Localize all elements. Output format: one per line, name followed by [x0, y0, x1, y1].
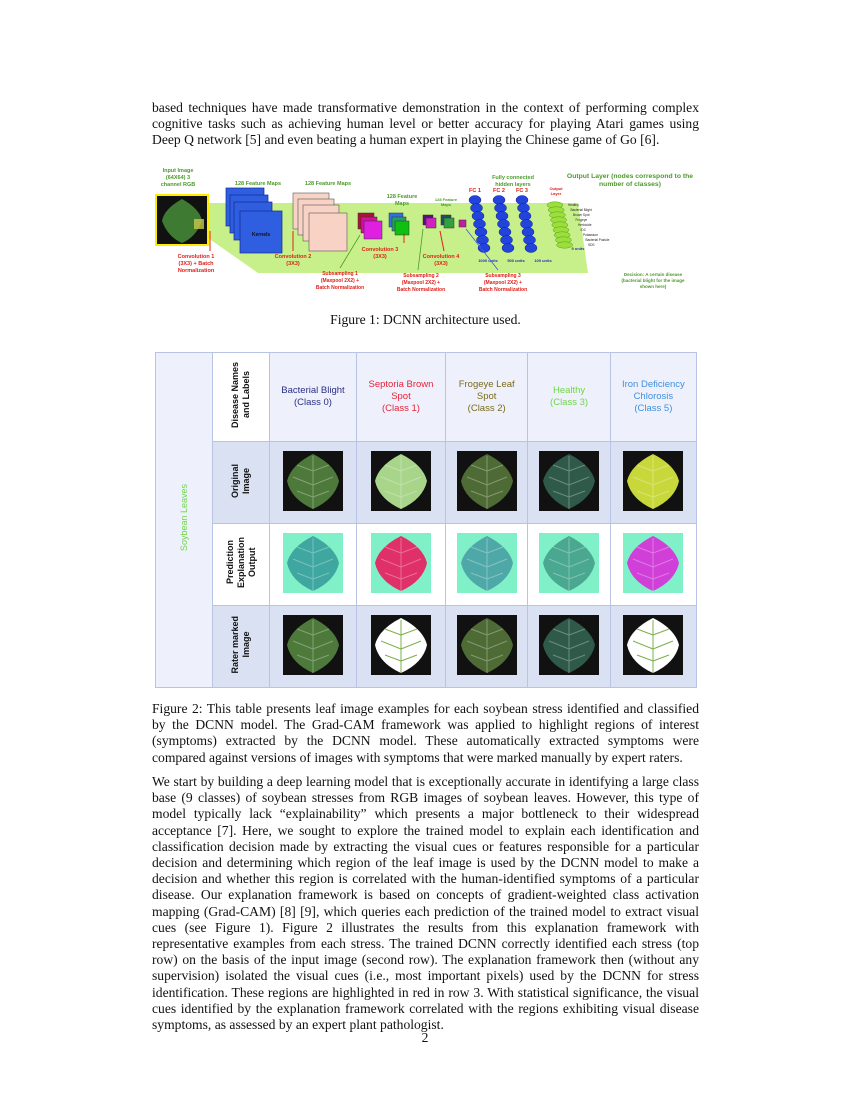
fc-node [475, 228, 487, 237]
fm3-label: 128 Feature Maps [386, 194, 418, 207]
row-label [213, 524, 270, 606]
input-label: Input Image (64X64) 3 channel RGB [160, 168, 196, 188]
figure2-caption: Figure 2: This table presents leaf image examples for each soybean stress identified and classified by the DCNN model. The Grad-CAM framework was applied to highlight regions of interest (symptoms) extracted by the DCNN model. These automatically extracted symptoms were compared against versions of images with symptoms that were marked manually by expert raters. [152, 701, 699, 765]
conv1-label: Convolution 1 (3X3) + Batch Normalization [177, 254, 215, 274]
nine-units-label: 9 units [571, 246, 585, 251]
fc-node [493, 196, 505, 205]
fc3-label: FC 3 [516, 188, 528, 194]
row-label-text: Prediction Explanation Output [224, 537, 257, 589]
intro-paragraph: based techniques have made transformative demonstration in the context of performing complex cognitive tasks such as achieving human level or better accuracy for playing Atari games using Deep Q network [5] and even beating a human expert in playing the Chinese game of Go [6]. [152, 100, 699, 148]
fc-node [522, 228, 534, 237]
fc1-label: FC 1 [469, 188, 481, 194]
leaf-image-cell [610, 442, 696, 524]
fm1-label: 128 Feature Maps [234, 181, 282, 187]
class-header: Bacterial Blight (Class 0) [270, 353, 357, 442]
fc-node [498, 220, 510, 229]
leaf-image-cell [446, 606, 528, 688]
units2-label: 500 units [507, 258, 525, 263]
leaf-image [283, 533, 343, 593]
row-label [213, 442, 270, 524]
dcnn-architecture-figure [148, 163, 703, 305]
leaf-image-cell [528, 442, 610, 524]
class-label: Potassium [583, 233, 598, 237]
fc-node [478, 244, 490, 253]
fc-node [521, 220, 533, 229]
leaf-image-cell [356, 524, 445, 606]
output-title: Output Layer (nodes correspond to the number of classes) [566, 173, 694, 188]
leaf-image-cell [446, 524, 528, 606]
leaf-image [283, 451, 343, 511]
leaf-image-cell [270, 524, 357, 606]
output-layer-label: Output Layer [549, 186, 563, 196]
leaf-image [371, 451, 431, 511]
leaf-image [371, 615, 431, 675]
leaf-image [623, 615, 683, 675]
fc-node [495, 204, 507, 213]
fc-node [474, 220, 486, 229]
row-label [213, 606, 270, 688]
leaf-image-cell [446, 442, 528, 524]
units1-label: 1000 units [478, 258, 498, 263]
fc-node [477, 236, 489, 245]
leaf-image-cell [270, 442, 357, 524]
fm4-label: 128 Feature Maps [434, 197, 458, 207]
leaf-image [457, 615, 517, 675]
fm2-label: 128 Feature Maps [304, 181, 352, 187]
leaf-image-cell [356, 442, 445, 524]
fc-node [496, 212, 508, 221]
conv2-label: Convolution 2 (3X3) [274, 254, 312, 267]
sub1-label: Subsampling 1 (Maxpool 2X2) + Batch Normalization [315, 271, 365, 291]
class-header: Septoria Brown Spot (Class 1) [356, 353, 445, 442]
fc-node [525, 244, 537, 253]
leaf-image [539, 451, 599, 511]
leaf-image [539, 615, 599, 675]
conv4-label: Convolution 4 (3X3) [422, 254, 460, 267]
row-label-text: Disease Names and Labels [230, 362, 251, 429]
side-label-cell [156, 353, 213, 688]
leaf-image [623, 533, 683, 593]
fc-node [469, 196, 481, 205]
body-paragraph: We start by building a deep learning model that is exceptionally accurate in identifying a large class base (9 classes) of soybean stresses from RGB images of soybean leaves. However, this type of model typically lack “explainability” which presents a major bottleneck to their widespread acceptance [7]. Here, we sought to explore the trained model to explain each identification and classification decision made by extracting the visual cues or features responsible for a particular decision and determining which region of the leaf image is used by the DCNN model to make a decision and whether this region is correlated with the human-identified symptoms of a particular disease. Our explanation framework is based on concepts of gradient-weighted class activation mapping (Grad-CAM) [8] [9], which queries each prediction of the trained model to extract visual cues (see Figure 1). Figure 2 illustrates the results from this explanation framework with representative examples from each stress. The trained DCNN correctly identified each stress (top row) on the basis of the input image (second row). The explanation framework then (without any supervision) isolated the visual cues (i.e., most important pixels) used by the DCNN for stress identification. These regions are highlighted in red in row 3. With statistical significance, the visual cues identified by the explanation framework correlated with the regions exhibiting visual disease symptoms, as assessed by an expert plant pathologist. [152, 774, 699, 1033]
leaf-image-cell [528, 524, 610, 606]
class-header: Healthy (Class 3) [528, 353, 610, 442]
class-label: SDS [588, 243, 595, 247]
fc-node [519, 212, 531, 221]
class-label: Brown Spot [573, 213, 590, 217]
decision-label: Decision: A certain disease (bacterial blight for the image shown here) [621, 272, 685, 289]
figure1-caption: Figure 1: DCNN architecture used. [330, 312, 521, 327]
leaf-image [457, 533, 517, 593]
class-header: Frogeye Leaf Spot (Class 2) [446, 353, 528, 442]
units3-label: 100 units [534, 258, 552, 263]
kernels-label: Kernels [251, 232, 271, 238]
class-label: Healthy [568, 203, 579, 207]
fc-node [516, 196, 528, 205]
row-label [213, 353, 270, 442]
leaf-image [283, 615, 343, 675]
leaf-image-cell [610, 606, 696, 688]
class-header: Iron Deficiency Chlorosis (Class 5) [610, 353, 696, 442]
leaf-image [623, 451, 683, 511]
leaf-image [539, 533, 599, 593]
page-number: 2 [421, 1030, 429, 1045]
fc-node [499, 228, 511, 237]
fc-title: Fully connected hidden layers [492, 175, 534, 188]
class-label: IDC [580, 228, 586, 232]
leaf-image-cell [610, 524, 696, 606]
leaf-image [371, 533, 431, 593]
fc-node [502, 244, 514, 253]
side-label: Soybean Leaves [178, 484, 189, 552]
fc2-label: FC 2 [493, 188, 505, 194]
leaf-image-cell [528, 606, 610, 688]
fc-node [501, 236, 513, 245]
fc-node [472, 212, 484, 221]
sub2-label: Subsampling 2 (Maxpool 2X2) + Batch Normalization [396, 273, 446, 293]
class-label: Frogeye [575, 218, 588, 222]
row-label-text: Original Image [230, 463, 251, 498]
conv3-label: Convolution 3 (3X3) [361, 247, 399, 260]
fc-node [524, 236, 536, 245]
leaf-image [457, 451, 517, 511]
sub3-label: Subsampling 3 (Maxpool 2X2) + Batch Normalization [478, 273, 528, 293]
fc-node [471, 204, 483, 213]
fc-node [518, 204, 530, 213]
class-label: Bacterial Pustule [585, 238, 610, 242]
class-label: Herbicide [578, 223, 592, 227]
row-label-text: Rater marked Image [230, 615, 251, 674]
class-label: Bacterial Blight [570, 208, 592, 212]
figure2-table [155, 352, 697, 688]
output-node [557, 242, 573, 248]
leaf-image-cell [270, 606, 357, 688]
leaf-image-cell [356, 606, 445, 688]
